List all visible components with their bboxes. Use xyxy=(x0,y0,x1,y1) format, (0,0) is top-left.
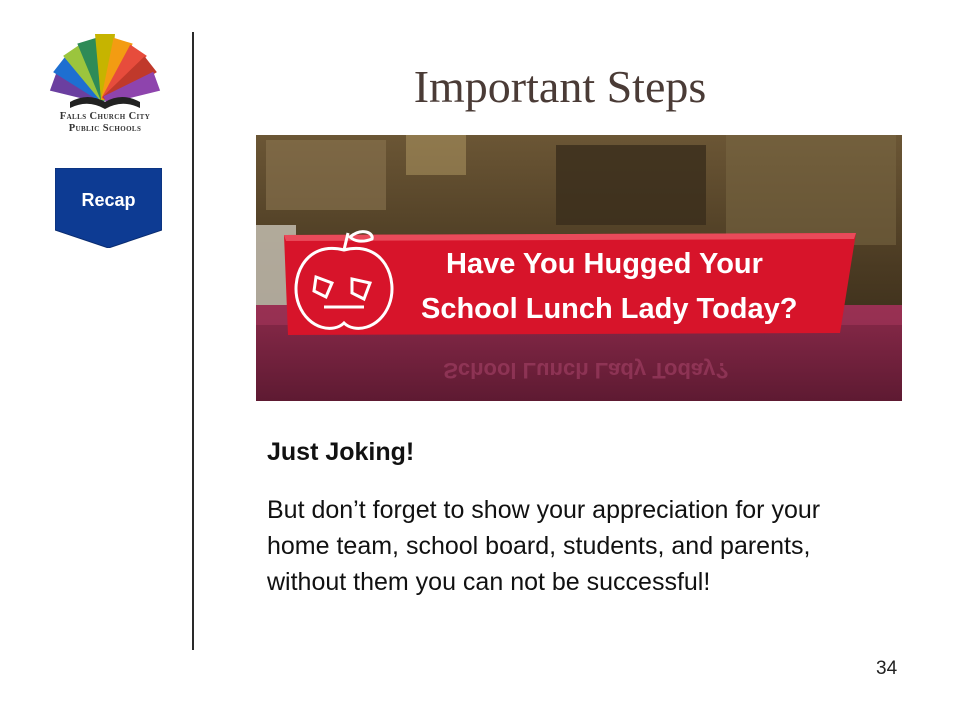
sign-text-line1: Have You Hugged Your xyxy=(446,248,763,280)
recap-button-label[interactable]: Recap xyxy=(81,190,136,210)
logo-text-line1: Falls Church City xyxy=(59,111,151,122)
sign-text-line2: School Lunch Lady Today? xyxy=(421,293,798,325)
page-number: 34 xyxy=(876,658,898,679)
content-body: But don’t forget to show your appreciation for your home team, school board, students, and parents, without them you can not be successful! xyxy=(267,496,821,596)
content-heading: Just Joking! xyxy=(267,438,415,466)
svg-text:School Lunch Lady Today?: School Lunch Lady Today? xyxy=(443,358,729,383)
vertical-divider xyxy=(192,32,194,650)
logo-text-line2: Public Schools xyxy=(68,123,142,134)
lunch-lady-sign-photo xyxy=(256,135,902,401)
slide-title: Important Steps xyxy=(413,61,707,112)
